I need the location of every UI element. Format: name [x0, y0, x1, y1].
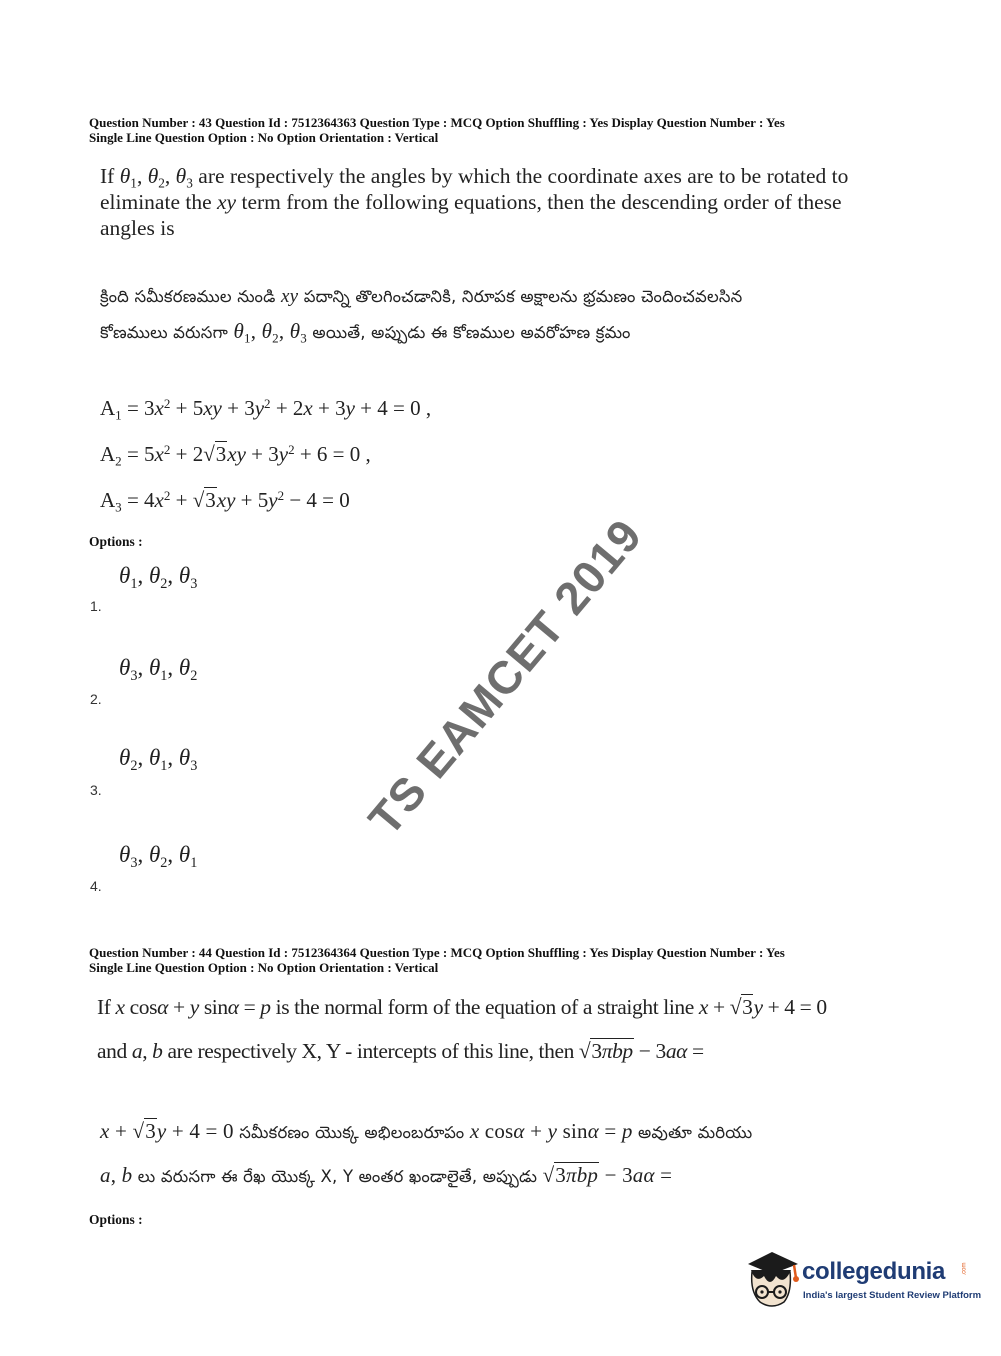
equation-a3: $A_3 = 4x^2 + √3xy + 5y^2 - 4 = 0$ [100, 487, 350, 515]
q44-meta-line2: Single Line Question Option : No Option Orientation : Vertical [89, 960, 439, 975]
q43-option-2[interactable]: $\theta_3$, $\theta_1$, $\theta_2$ [119, 655, 198, 684]
q43-option-4-number: 4. [90, 878, 102, 894]
student-mascot-icon [742, 1248, 802, 1314]
q44-question-english: If x cosα + y sinα = p is the normal form of the equation of a straight line x + √3y + 4 = 0 and a, b are respectively X, Y - intercepts of this line, then √3πbp − 3aα = [97, 995, 827, 1063]
q43-option-3[interactable]: $\theta_2$, $\theta_1$, $\theta_3$ [119, 745, 198, 774]
q44-meta-line1: Question Number : 44 Question Id : 7512364364 Question Type : MCQ Option Shuffling : Yes Display Question Number : Yes [89, 945, 785, 960]
q43-option-1-number: 1. [90, 598, 102, 614]
q43-options-label: Options : [89, 534, 143, 549]
q43-meta-line1: Question Number : 43 Question Id : 7512364363 Question Type : MCQ Option Shuffling : Yes Display Question Number : Yes [89, 115, 785, 130]
q43-option-4[interactable]: $\theta_3$, $\theta_2$, $\theta_1$ [119, 842, 198, 871]
q43-question-telugu: క్రింది సమీకరణముల నుండి xy పదాన్ని తొలగించడానికి, నిరూపక అక్షాలను భ్రమణం చెందించవలసిన కోణములు వరుసగా $\theta_1$, $\theta_2$, $\theta_3$ అయితే, అప్పుడు ఈ కోణముల అవరోహణ క్రమం [100, 286, 743, 346]
q43-option-3-number: 3. [90, 782, 102, 798]
q43-meta-line2: Single Line Question Option : No Option Orientation : Vertical [89, 130, 439, 145]
q43-option-2-number: 2. [90, 691, 102, 707]
equation-a2: $A_2 = 5x^2 + 2√3xy + 3y^2 + 6 = 0$ , [100, 441, 371, 469]
logo-wordmark: collegedunia [802, 1258, 946, 1285]
equation-a1: $A_1 = 3x^2 + 5xy + 3y^2 + 2x + 3y + 4 = 0$ , [100, 395, 432, 423]
q44-meta [89, 945, 969, 975]
q44-options-label: Options : [89, 1212, 143, 1227]
collegedunia-logo [742, 1248, 982, 1314]
watermark-text: TS EAMCET 2019 [358, 509, 652, 845]
q43-option-1[interactable]: $\theta_1$, $\theta_2$, $\theta_3$ [119, 563, 198, 592]
q43-question-english: If $\theta_1$, $\theta_2$, $\theta_3$ are respectively the angles by which the coordinate axes are to be rotated to eliminate the xy term from the following equations, then the descending order of these angles is [100, 164, 849, 240]
q44-question-telugu: x + √3y + 4 = 0 సమీకరణం యొక్క అభిలంబరూపం x cosα + y sinα = p అవుతూ మరియు a, b లు వరుసగా ఈ రేఖ యొక్క X, Y అంతర ఖండాలైతే, అప్పుడు √3πbp − 3aα = [100, 1119, 753, 1187]
logo-tagline: India's largest Student Review Platform [803, 1290, 982, 1301]
q43-meta [89, 115, 969, 145]
logo-dotcom: .com [961, 1262, 968, 1276]
